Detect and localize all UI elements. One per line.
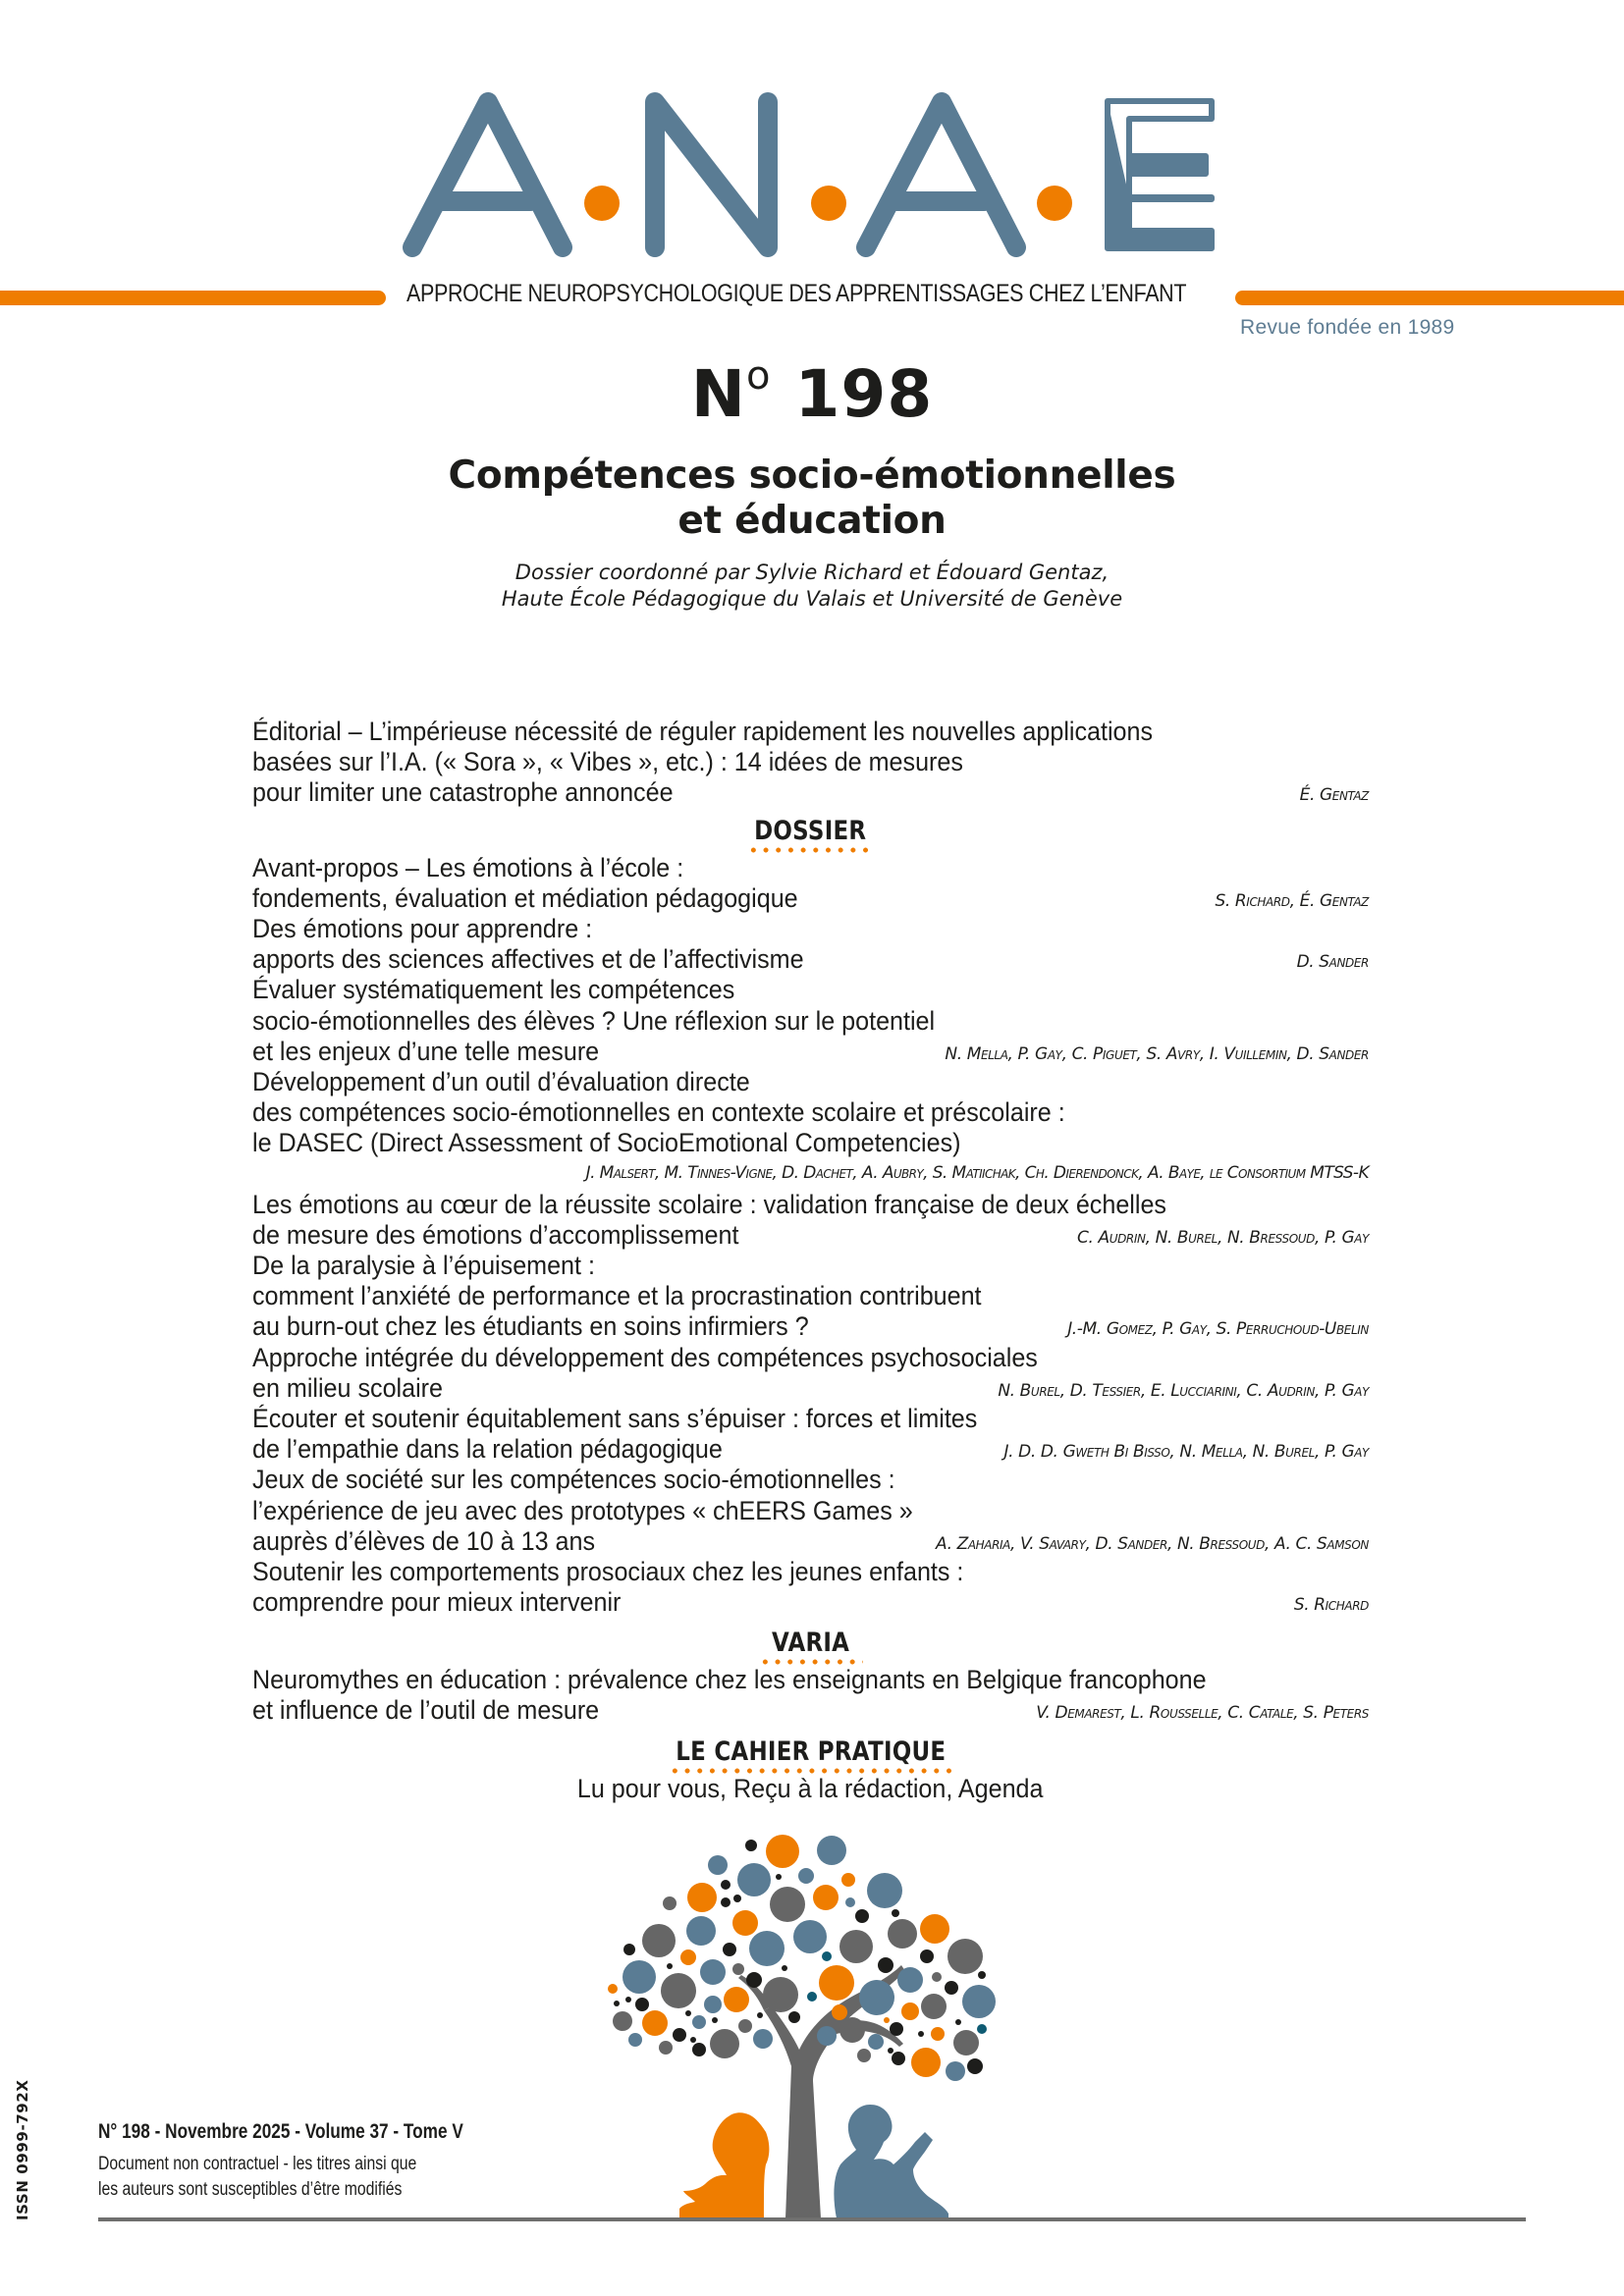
tree-leaf-dot [704,1996,722,2013]
tree-leaf-dot [642,2010,668,2036]
toc-entry[interactable] [252,1557,1369,1618]
tree-leaf-dot [841,1873,855,1887]
toc-entry[interactable] [252,1190,1369,1251]
tree-leaf-dot [732,1963,744,1975]
toc-line [252,853,1369,883]
tree-leaf-dot [878,1957,893,1973]
toc-line-text: socio-émotionnelles des élèves ? Une réflexion sur le potentiel [252,1005,936,1036]
tree-leaf-dot [776,1874,782,1880]
logo-dot-2 [811,186,846,221]
toc-line [252,1128,1369,1158]
toc-line [252,1097,1369,1128]
issue-number [0,353,1624,432]
tree-leaf-dot [867,1873,902,1908]
toc-line [252,1557,1369,1587]
toc-line-text: de l’empathie dans la relation pédagogique [252,1434,723,1465]
tree-leaf-dot [857,2049,871,2062]
toc-line [252,914,1369,944]
toc-line-text: au burn-out chez les étudiants en soins infirmiers ? [252,1311,809,1342]
toc-authors: N. Burel, D. Tessier, E. Lucciarini, C. Audrin, P. Gay [998,1380,1369,1401]
toc-line [252,1311,1369,1342]
toc-line-text: Écouter et soutenir équitablement sans s’épuiser : forces et limites [252,1403,978,1433]
tree-leaf-dot [807,1992,817,2002]
toc-entry[interactable] [252,1067,1369,1190]
toc-line [252,975,1369,1005]
tree-leaf-dot [708,1855,728,1875]
tree-leaf-dot [920,1914,949,1944]
tree-leaf-dot [770,1887,805,1922]
tree-leaf-dot [918,2031,924,2037]
issue-number-value: 198 [794,356,934,432]
toc-line-text: des compétences socio-émotionnelles en contexte scolaire et préscolaire : [252,1097,1065,1128]
tree-leaf-dot [613,2011,632,2031]
tree-leaf-dot [673,2028,686,2042]
issue-title-line: Compétences socio-émotionnelles [448,454,1176,498]
tree-leaf-dot [712,2017,718,2023]
toc-entry[interactable] [252,1465,1369,1557]
tree-leaf-dot [642,1924,676,1957]
toc-line-text: Jeux de société sur les compétences socio-émotionnelles : [252,1465,895,1495]
footer-issue-line: N° 198 - Novembre 2025 - Volume 37 - Tome V [98,2120,463,2143]
tree-leaf-dot [635,1998,649,2011]
toc-authors: É. Gentaz [1299,785,1369,806]
tree-leaf-dot [763,1977,798,2012]
tree-leaf-dot [723,1943,736,1956]
toc-line-text: et influence de l’outil de mesure [252,1695,600,1726]
toc-line [252,1665,1369,1695]
masthead-bar-left [0,291,386,305]
tree-leaf-dot [921,1994,947,2019]
tree-leaf-dot [753,2029,773,2049]
tree-leaf-dot [732,1910,758,1936]
tree-leaf-dot [911,2048,941,2077]
toc-authors: J. Malsert, M. Tinnes-Vigne, D. Dachet, A. Aubry, S. Matiichak, Ch. Dierendonck, A. Baye, le Consortium MTSS-K [585,1163,1369,1184]
tree-leaf-dot [967,2058,983,2074]
toc-entry[interactable] [252,853,1369,914]
tree-leaf-dot [845,1897,855,1907]
toc-line-text: De la paralysie à l’épuisement : [252,1251,595,1280]
tree-leaf-dot [962,1985,996,2018]
toc-line-text: de mesure des émotions d’accomplissement [252,1219,739,1250]
tree-leaf-dot [953,2030,979,2056]
tree-leaf-dot [977,2024,987,2034]
toc-line-text: Avant-propos – Les émotions à l’école : [252,852,684,882]
toc-line [252,1526,1369,1557]
masthead-bar-right [1235,291,1624,305]
toc-line-text: Soutenir les comportements prosociaux chez les jeunes enfants : [252,1556,964,1586]
tree-leaf-dot [788,2011,800,2023]
footer-disclaimer-line: Document non contractuel - les titres ainsi que [98,2154,417,2174]
toc-entry[interactable] [252,1404,1369,1465]
toc-line [252,1373,1369,1404]
toc-line [252,1037,1369,1067]
toc-line-text: Neuromythes en éducation : prévalence chez les enseignants en Belgique francophone [252,1665,1207,1695]
tree-leaf-dot [855,1909,869,1923]
toc-line [252,1404,1369,1434]
tree-leaf-dot [839,1930,873,1963]
child-silhouette-left [679,2112,769,2218]
tree-leaf-dot [623,1944,635,1955]
toc-authors: A. Zaharia, V. Savary, D. Sander, N. Bressoud, A. C. Samson [936,1533,1369,1554]
toc-line-text: et les enjeux d’une telle mesure [252,1036,600,1066]
tree-leaf-dot [892,2052,905,2065]
tree-leaf-dot [839,2017,865,2043]
tree-leaf-dot [813,1885,839,1910]
cahier-subtitle [252,1774,1369,1804]
toc-line-text: Éditorial – L’impérieuse nécessité de réguler rapidement les nouvelles applications [252,717,1154,746]
tree-leaf-dot [897,1967,923,1993]
tree-leaf-dot [859,1980,894,2015]
tree-leaf-dot [628,2033,642,2047]
toc-line [252,1695,1369,1726]
tree-leaf-dot [819,1965,854,2001]
tree-leaf-dot [710,2029,739,2058]
toc-authors: J.-M. Gomez, P. Gay, S. Perruchoud-Ubelin [1067,1319,1369,1340]
toc-line [252,1251,1369,1281]
toc-line [252,1281,1369,1311]
dossier-coordination [0,560,1624,613]
toc-authors: D. Sander [1296,952,1369,973]
tree-leaf-dot [931,2027,945,2041]
cahier-subtitle-text: Lu pour vous, Reçu à la rédaction, Agenda [577,1773,1044,1803]
toc-line-text: le DASEC (Direct Assessment of SocioEmotional Competencies) [252,1128,961,1158]
tree-leaf-dot [868,2034,884,2050]
toc-line [252,1465,1369,1495]
toc-line [252,1067,1369,1097]
tree-leaf-dot [625,1997,631,2002]
tree-leaf-dot [692,2015,706,2029]
toc-line-text: basées sur l’I.A. (« Sora », « Vibes », etc.) : 14 idées de mesures [252,747,963,777]
tree-leaf-dot [766,1835,799,1868]
tree-leaf-dot [798,1868,814,1884]
toc-entry[interactable] [252,914,1369,975]
anae-logo [0,0,1624,275]
toc-entry[interactable] [252,1251,1369,1343]
toc-line-text: Approche intégrée du développement des compétences psychosociales [252,1342,1038,1372]
coordination-line: Haute École Pédagogique du Valais et Université de Genève [501,587,1123,611]
tree-leaf-dot [700,1959,726,1985]
tree-leaf-dot [757,2012,763,2018]
tree-leaf-dot [661,1973,696,2008]
toc-authors: V. Demarest, L. Rousselle, C. Catale, S. Peters [1036,1703,1369,1724]
ground-rule [98,2217,1526,2221]
tree-leaf-dot [733,1895,741,1902]
logo-letter-n [655,102,768,247]
toc-line-text: apports des sciences affectives et de l’affectivisme [252,944,804,975]
tree-leaf-dot [608,1984,618,1994]
section-heading-varia [252,1628,1369,1665]
toc-authors: C. Audrin, N. Burel, N. Bressoud, P. Gay [1077,1227,1369,1248]
toc-line [252,1496,1369,1526]
tree-leaf-dot [945,1981,958,1995]
table-of-contents [252,717,1369,1804]
tree-leaf-dot [888,1919,917,1949]
tree-leaf-dot [680,1949,696,1965]
tree-leaf-dot [901,2002,919,2020]
toc-line-text: fondements, évaluation et médiation pédagogique [252,882,798,913]
toc-line [252,1006,1369,1037]
tree-leaf-dot [955,2019,961,2025]
dossier-article-list [252,853,1369,1619]
logo-dot-3 [1037,186,1072,221]
section-heading-cahier [252,1736,1369,1774]
toc-line [252,1587,1369,1618]
toc-line [252,1190,1369,1220]
logo-letter-a2 [866,102,1016,247]
child-silhouette-right [834,2105,948,2218]
section-heading-label: LE CAHIER PRATIQUE [675,1735,947,1767]
tree-leaf-dot [888,2048,893,2054]
tree-leaf-dot [920,1949,934,1963]
founded-note: Revue fondée en 1989 [1240,316,1455,339]
toc-line [252,747,1369,777]
issue-title-line: et éducation [677,499,947,543]
tree-leaf-dot [724,1987,749,2012]
tree-children-illustration [589,1826,1080,2228]
tree-leaf-dot [721,1897,731,1907]
toc-authors: S. Richard, É. Gentaz [1215,890,1369,911]
toc-line [252,1343,1369,1373]
tree-leaf-dot [614,2001,620,2006]
tree-leaf-dot [817,1836,846,1865]
tree-leaf-dot [667,1963,673,1969]
toc-entry[interactable] [252,1665,1369,1726]
tree-leaf-dot [978,1971,986,1979]
toc-line-text: en milieu scolaire [252,1372,443,1403]
tree-leaf-dot [793,1920,827,1953]
tree-leaf-dot [623,1960,656,1994]
tree-leaf-dot [749,1931,785,1966]
tree-leaf-dot [663,1896,677,1910]
toc-line [252,1220,1369,1251]
tree-leaf-dot [884,2017,890,2023]
toc-authors: S. Richard [1293,1595,1369,1616]
tree-leaf-dot [738,2019,752,2033]
tree-leaf-dot [932,1972,942,1982]
toc-line-text: pour limiter une catastrophe annoncée [252,777,674,808]
toc-line-text: Développement d’un outil d’évaluation directe [252,1066,750,1096]
tree-leaf-dot [817,2026,837,2046]
tree-leaf-dot [737,1863,771,1896]
toc-line-text: Évaluer systématiquement les compétences [252,975,735,1005]
toc-line-text: auprès d’élèves de 10 à 13 ans [252,1525,596,1556]
toc-line-text: l’expérience de jeu avec des prototypes « chEERS Games » [252,1495,913,1525]
tree-leaf-dot [890,2022,903,2036]
toc-authors: N. Mella, P. Gay, C. Piguet, S. Avry, I. Vuillemin, D. Sander [945,1043,1369,1064]
toc-line [252,883,1369,914]
issue-number-sup: o [746,353,772,399]
issn-label: ISSN 0999-792X [14,2079,31,2220]
tree-leaf-dot [687,1883,717,1912]
toc-line-text: comprendre pour mieux intervenir [252,1587,622,1618]
tree-leaf-dot [782,1965,787,1971]
tree-leaf-dot [822,1951,832,1961]
toc-line [252,717,1369,747]
toc-line [252,944,1369,975]
logo-dot-1 [584,186,620,221]
toc-line-text: Des émotions pour apprendre : [252,913,593,943]
tree-leaf-dot [659,2041,673,2055]
section-heading-label: DOSSIER [754,815,867,846]
issue-number-prefix: N [690,356,746,432]
section-heading-dossier [252,816,1369,853]
varia-article-list [252,1665,1369,1726]
toc-line [252,1434,1369,1465]
tree-leaf-dot [685,2010,691,2016]
tree-leaf-dot [832,2004,847,2020]
toc-authors: J. D. D. Gweth Bi Bisso, N. Mella, N. Burel, P. Gay [1003,1442,1369,1463]
toc-entry[interactable] [252,975,1369,1067]
tree-leaf-dot [746,1972,762,1988]
tree-leaf-dot [946,2061,965,2081]
journal-tagline: APPROCHE NEUROPSYCHOLOGIQUE DES APPRENTISSAGES CHEZ L’ENFANT [406,280,1187,307]
tree-leaf-dot [690,2037,696,2043]
toc-entry[interactable] [252,1343,1369,1404]
section-heading-label: VARIA [771,1628,850,1659]
tree-leaf-dot [686,1916,716,1946]
toc-line-text: Les émotions au cœur de la réussite scolaire : validation française de deux échelles [252,1189,1166,1219]
tree-leaf-dot [892,1909,899,1917]
tree-leaf-dot [745,1840,757,1851]
coordination-line: Dossier coordonné par Sylvie Richard et Édouard Gentaz, [514,561,1110,584]
issue-title [0,454,1624,544]
logo-letter-e [1108,101,1212,248]
tree-leaf-dot [947,1939,983,1974]
logo-letter-a1 [412,102,563,247]
footer-disclaimer-line: les auteurs sont susceptibles d’être modifiés [98,2179,403,2200]
tree-leaf-dot [692,2043,706,2056]
toc-entry-editorial[interactable] [252,717,1369,809]
toc-line-text: comment l’anxiété de performance et la procrastination contribuent [252,1281,982,1311]
tree-leaf-dot [721,1880,731,1890]
footer-disclaimer [98,2152,416,2203]
toc-line [252,777,1369,808]
